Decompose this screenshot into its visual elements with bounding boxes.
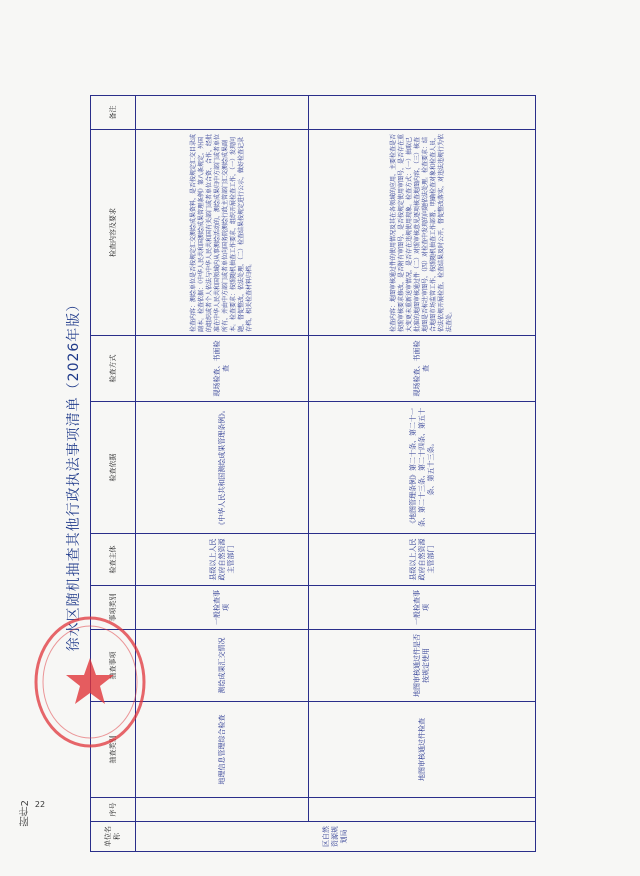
header-item-type: 事项类别 (91, 586, 136, 630)
header-check-content: 检查内容及要求 (91, 130, 136, 336)
item-cell: 地图审核通过件是否按规定使用 (309, 630, 536, 702)
official-seal (30, 612, 150, 752)
seq-cell (136, 798, 309, 822)
table-row (136, 96, 309, 852)
basis-cell: 《中华人民共和国测绘成果管理条例》。 (136, 402, 309, 534)
type-cell: 一般检查事项 (136, 586, 309, 630)
category-cell: 地图审核通过件检查 (309, 702, 536, 798)
seq-cell (309, 798, 536, 822)
method-cell: 现场检查、书面检查 (309, 336, 536, 402)
item-cell: 测绘成果汇交情况 (136, 630, 309, 702)
header-remark: 备注 (91, 96, 136, 130)
attachment-label: 附件2 (20, 800, 31, 827)
remark-cell (309, 96, 536, 130)
row-number-label: 22 (34, 800, 46, 809)
subject-cell: 县级以上人民政府自然资源主管部门 (309, 534, 536, 586)
header-check-method: 检查方式 (91, 336, 136, 402)
remark-cell (136, 96, 309, 130)
content-cell: 检查内容：测绘单位是否按规定汇交测绘成果资料，是否按规定汇交目录或副本。检查依据：《中华人民共和国测绘成果管理条例》第八条规定，外国的组织或者个人依法与中华人民共和国有关部门或者单位合资、合作，经批准在中华人民共和国领域内从事测绘活动的，测绘成果归中方部门或者单位所有，并由中方部门或者单位向国务院测绘行政主管部门汇交测绘成果副本。检查要求：按照随机抽查工作要求，组织开展检查工作，（一）发现问题，督促整改，依法处理，（二）检查结果按规定进行公示，做好检查记录存档，相关检查材料归档。 (136, 130, 309, 336)
header-check-subject: 检查主体 (91, 534, 136, 586)
header-check-item: 抽查事项 (91, 630, 136, 702)
method-cell: 现场检查、书面检查 (136, 336, 309, 402)
content-cell: 检查内容：地图审核通过件的使用情况及其在各领域的应用，主要检查是否按照审核要求修改，是否附有审图号，是否按规定使用审图号，是否存在重大变更未重新送审情况，是否存在违规使用现象。检查方式：（一）抽取已批准的地图审核通过件（二）对照审核意见逐项核查地图内容，（三）核查地图是否标注审图号，（四）对检查中发现的问题依法处理。检查要求：结合地图市场监管工作，按照随机抽查工作部署，明确检查对象和检查人员，依法依规开展检查，检查结果及时公开，督促整改落实，对违法违规行为依法查处。 (309, 130, 536, 336)
table-row (309, 96, 536, 852)
seal-graphic (30, 612, 150, 752)
category-cell: 地理信息管理综合检查 (136, 702, 309, 798)
type-cell: 一般检查事项 (309, 586, 536, 630)
subject-cell: 县级以上人民政府自然资源主管部门 (136, 534, 309, 586)
header-unit-name: 单位名称 (91, 822, 136, 852)
header-check-basis: 检查依据 (91, 402, 136, 534)
unit-cell: 区自然资源规划局 (136, 822, 536, 852)
inspection-table (90, 95, 536, 852)
header-check-category: 抽查类别 (91, 702, 136, 798)
header-seq: 序号 (91, 798, 136, 822)
basis-cell: 《地图管理条例》第二十条、第二十一条、第二十三条、第二十四条、第五十条、第五十三条。 (309, 402, 536, 534)
star-icon (66, 658, 114, 704)
document-title: 徐水区随机抽查其他行政执法事项清单（2026年版） (66, 296, 82, 652)
